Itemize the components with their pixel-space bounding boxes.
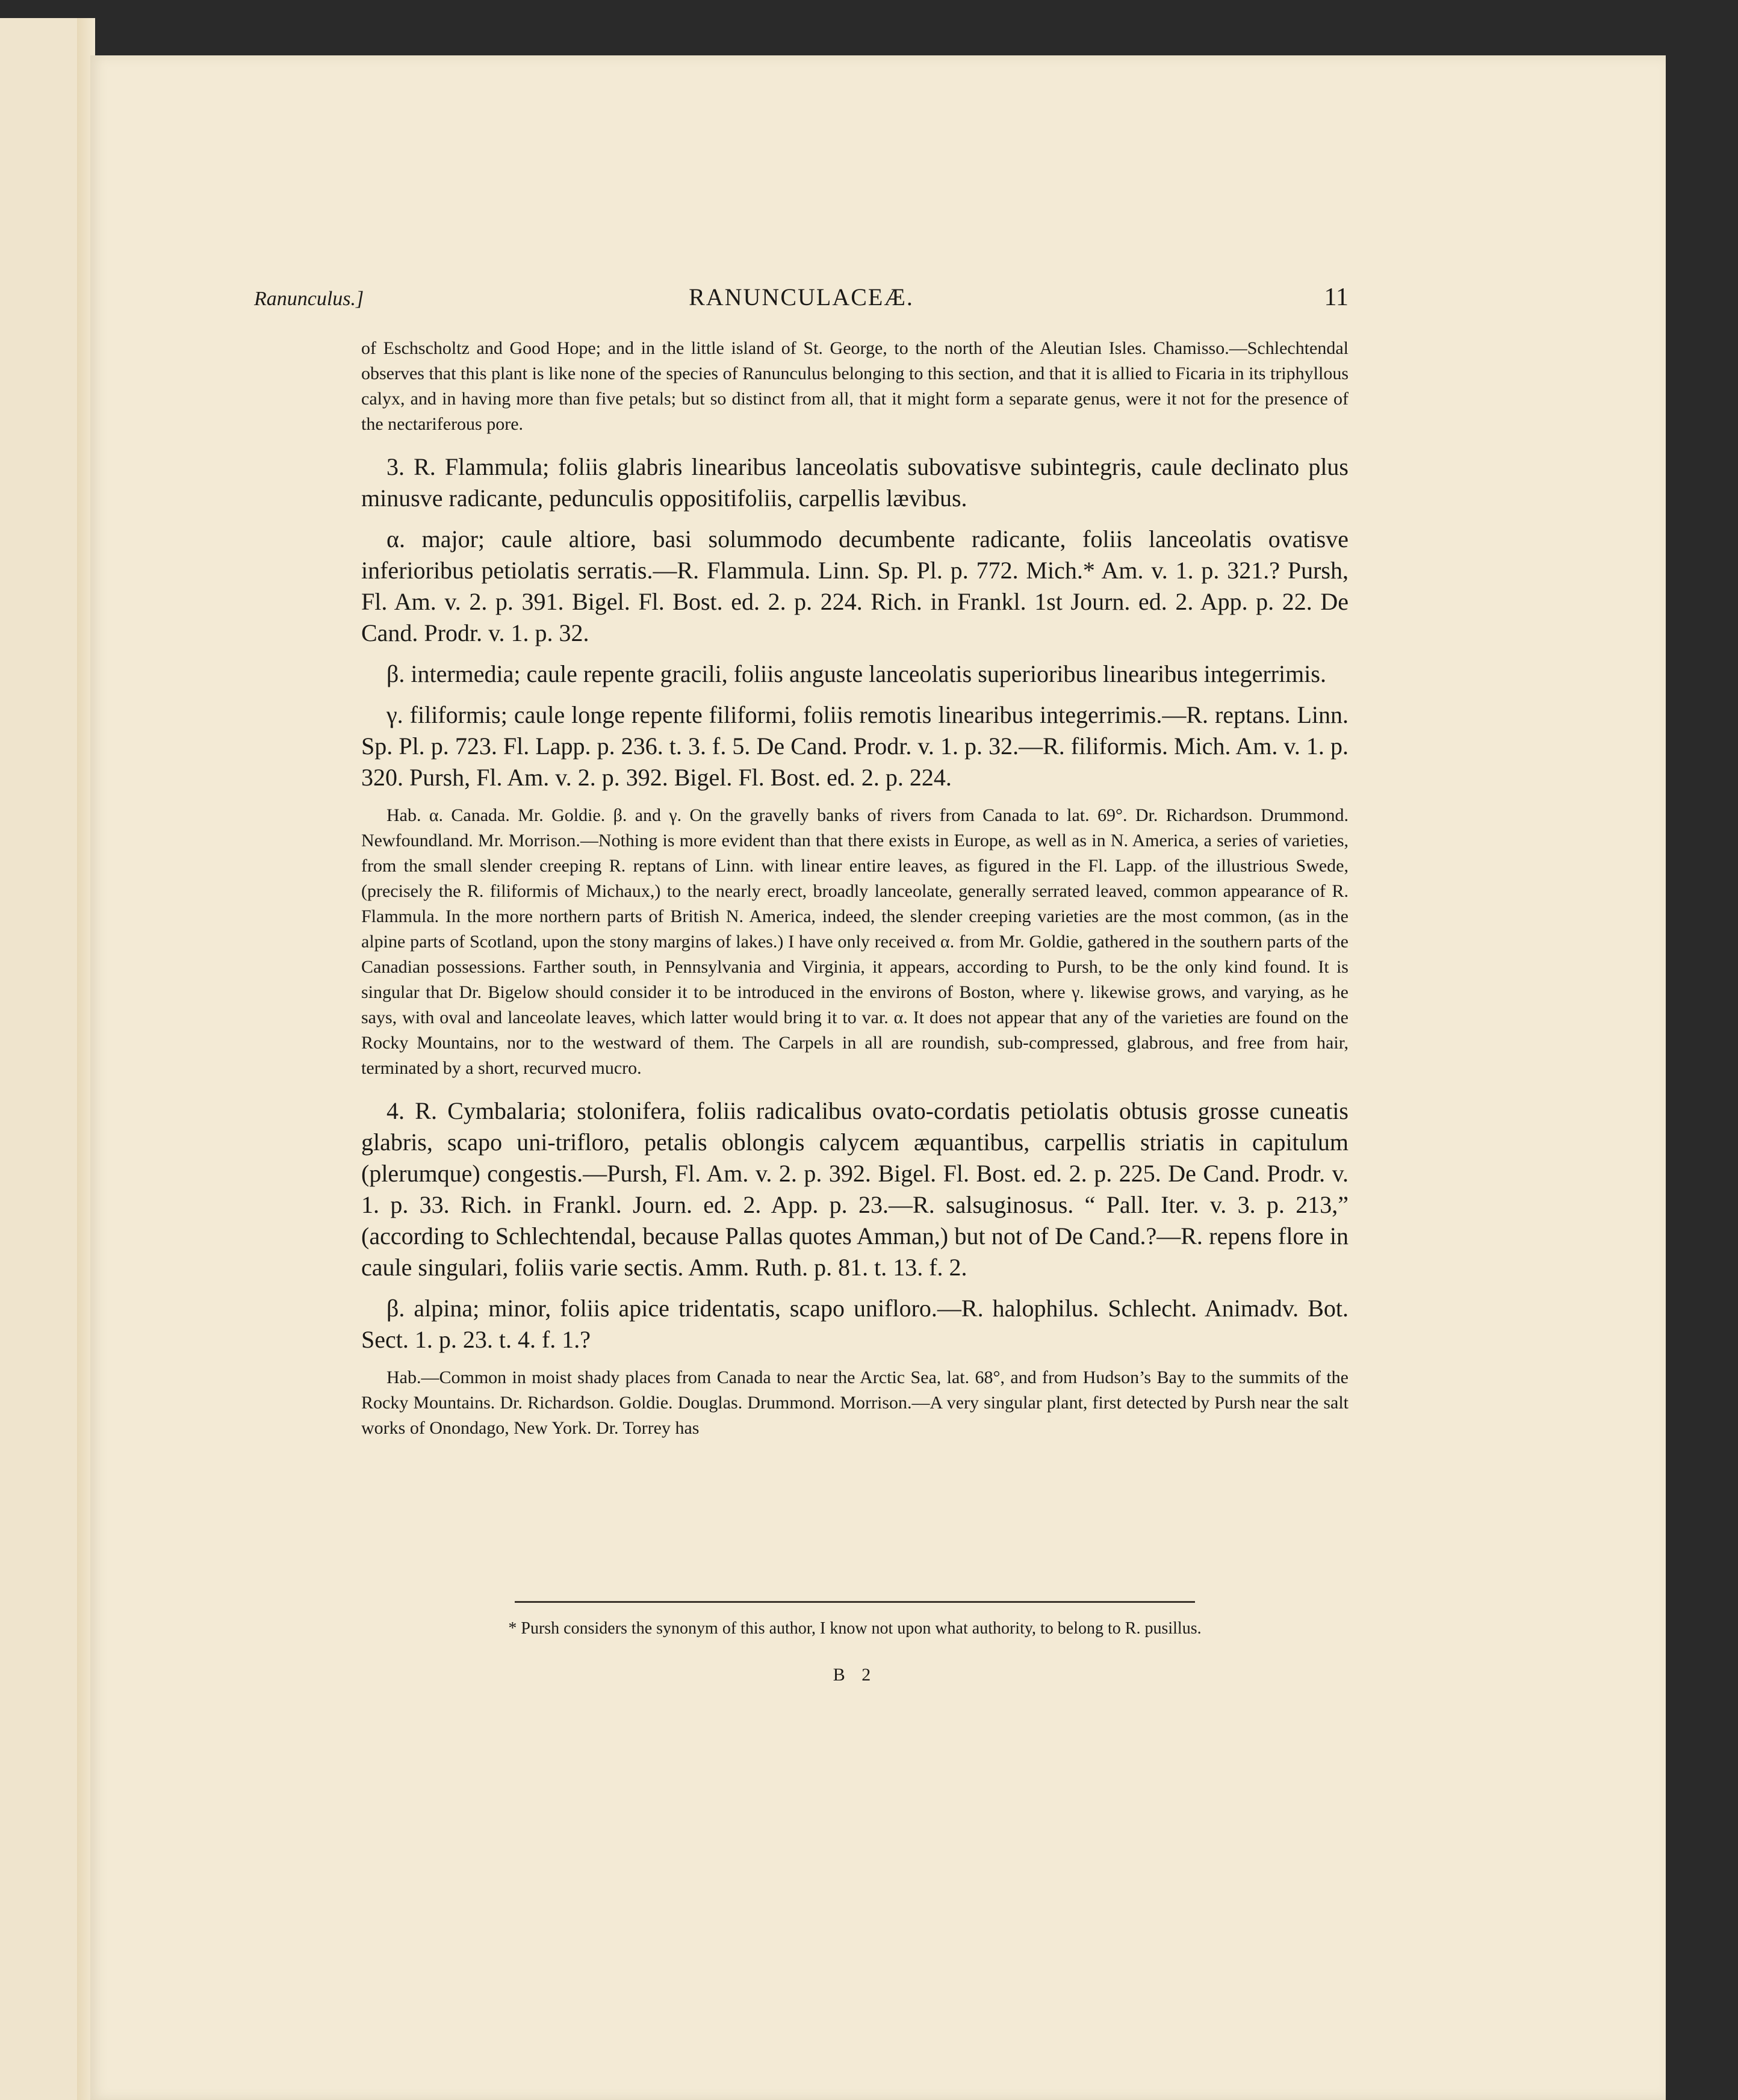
page-number: 11 [1324,283,1349,311]
variety-beta-alpina: β. alpina; minor, foliis apice tridentatis, scapo unifloro.—R. halophilus. Schlecht. Animadv. Bot. Sect. 1. p. 23. t. 4. f. 1.? [361,1295,1349,1353]
habitat-note-cymbalaria: Hab.—Common in moist shady places from Canada to near the Arctic Sea, lat. 68°, and from Hudson’s Bay to the summits of the Rocky Mountains. Dr. Richardson. Goldie. Douglas. Drummond. Morrison.—A very singular plant, first detected by Pursh near the salt works of Onondago, New York. Dr. Torrey has [361,1367,1349,1438]
footnote-rule [515,1601,1195,1603]
facing-page-edge [0,18,85,2100]
footnote: * Pursh considers the synonym of this author, I know not upon what authority, to belong to R. pusillus. [508,1619,1202,1638]
paragraph-continuation: of Eschscholtz and Good Hope; and in the little island of St. George, to the north of the Aleutian Isles. Chamisso.—Schlechtendal observes that this plant is like none of the species of Ranunculus belonging to this section, and that it is allied to Ficaria in its triphyllous calyx, and in having more than five petals; but so distinct from all, that it might form a separate genus, were it not for the presence of the nectariferous pore. [361,338,1349,434]
main-text [361,336,1349,1455]
species-entry-flammula: 3. R. Flammula; foliis glabris linearibus lanceolatis subovatisve subintegris, caule declinato plus minusve radicante, pedunculis oppositifoliis, carpellis lævibus. [361,453,1349,512]
signature-mark: B 2 [833,1665,877,1685]
running-head-family: RANUNCULACEÆ. [689,283,914,311]
running-head-genus: Ranunculus.] [254,288,364,310]
habitat-note-flammula: Hab. α. Canada. Mr. Goldie. β. and γ. On the gravelly banks of rivers from Canada to lat. 69°. Dr. Richardson. Drummond. Newfoundland. Mr. Morrison.—Nothing is more evident than that there exists in Europe, as well as in N. America, a series of varieties, from the small slender creeping R. reptans of Linn. with linear entire leaves, as figured in the Fl. Lapp. of the illustrious Swede, (precisely the R. filiformis of Michaux,) to the nearly erect, broadly lanceolate, generally serrated leaved, common appearance of R. Flammula. In the more northern parts of British N. America, indeed, the slender creeping varieties are the most common, (as in the alpine parts of Scotland, upon the stony margins of lakes.) I have only received α. from Mr. Goldie, gathered in the southern parts of the Canadian possessions. Farther south, in Pennsylvania and Virginia, it appears, according to Pursh, to be the only kind found. It is singular that Dr. Bigelow should consider it to be introduced in the environs of Boston, where γ. likewise grows, and varying, as he says, with oval and lanceolate leaves, which latter would bring it to var. α. It does not appear that any of the varieties are found on the Rocky Mountains, nor to the westward of them. The Carpels in all are roundish, sub-compressed, glabrous, and free from hair, terminated by a short, recurved mucro. [361,805,1349,1078]
variety-beta-intermedia: β. intermedia; caule repente gracili, foliis anguste lanceolatis superioribus linearibus integerrimis. [386,660,1326,687]
species-entry-cymbalaria: 4. R. Cymbalaria; stolonifera, foliis radicalibus ovato-cordatis petiolatis obtusis grosse cuneatis glabris, scapo uni-trifloro, petalis oblongis calycem æquantibus, carpellis striatis in capitulum (plerumque) congestis.—Pursh, Fl. Am. v. 2. p. 392. Bigel. Fl. Bost. ed. 2. p. 225. De Cand. Prodr. v. 1. p. 33. Rich. in Frankl. Journ. ed. 2. App. p. 23.—R. salsuginosus. “ Pall. Iter. v. 3. p. 213,” (according to Schlechtendal, because Pallas quotes Amman,) but not of De Cand.?—R. repens flore in caule singulari, foliis varie sectis. Amm. Ruth. p. 81. t. 13. f. 2. [361,1097,1349,1281]
running-head [254,283,1349,319]
variety-alpha-major: α. major; caule altiore, basi solummodo decumbente radicante, foliis lanceolatis ovatisve inferioribus petiolatis serratis.—R. Flammula. Linn. Sp. Pl. p. 772. Mich.* Am. v. 1. p. 321.? Pursh, Fl. Am. v. 2. p. 391. Bigel. Fl. Bost. ed. 2. p. 224. Rich. in Frankl. 1st Journ. ed. 2. App. p. 22. De Cand. Prodr. v. 1. p. 32. [361,525,1349,646]
variety-gamma-filiformis: γ. filiformis; caule longe repente filiformi, foliis remotis linearibus integerrimis.—R. reptans. Linn. Sp. Pl. p. 723. Fl. Lapp. p. 236. t. 3. f. 5. De Cand. Prodr. v. 1. p. 32.—R. filiformis. Mich. Am. v. 1. p. 320. Pursh, Fl. Am. v. 2. p. 392. Bigel. Fl. Bost. ed. 2. p. 224. [361,701,1349,791]
